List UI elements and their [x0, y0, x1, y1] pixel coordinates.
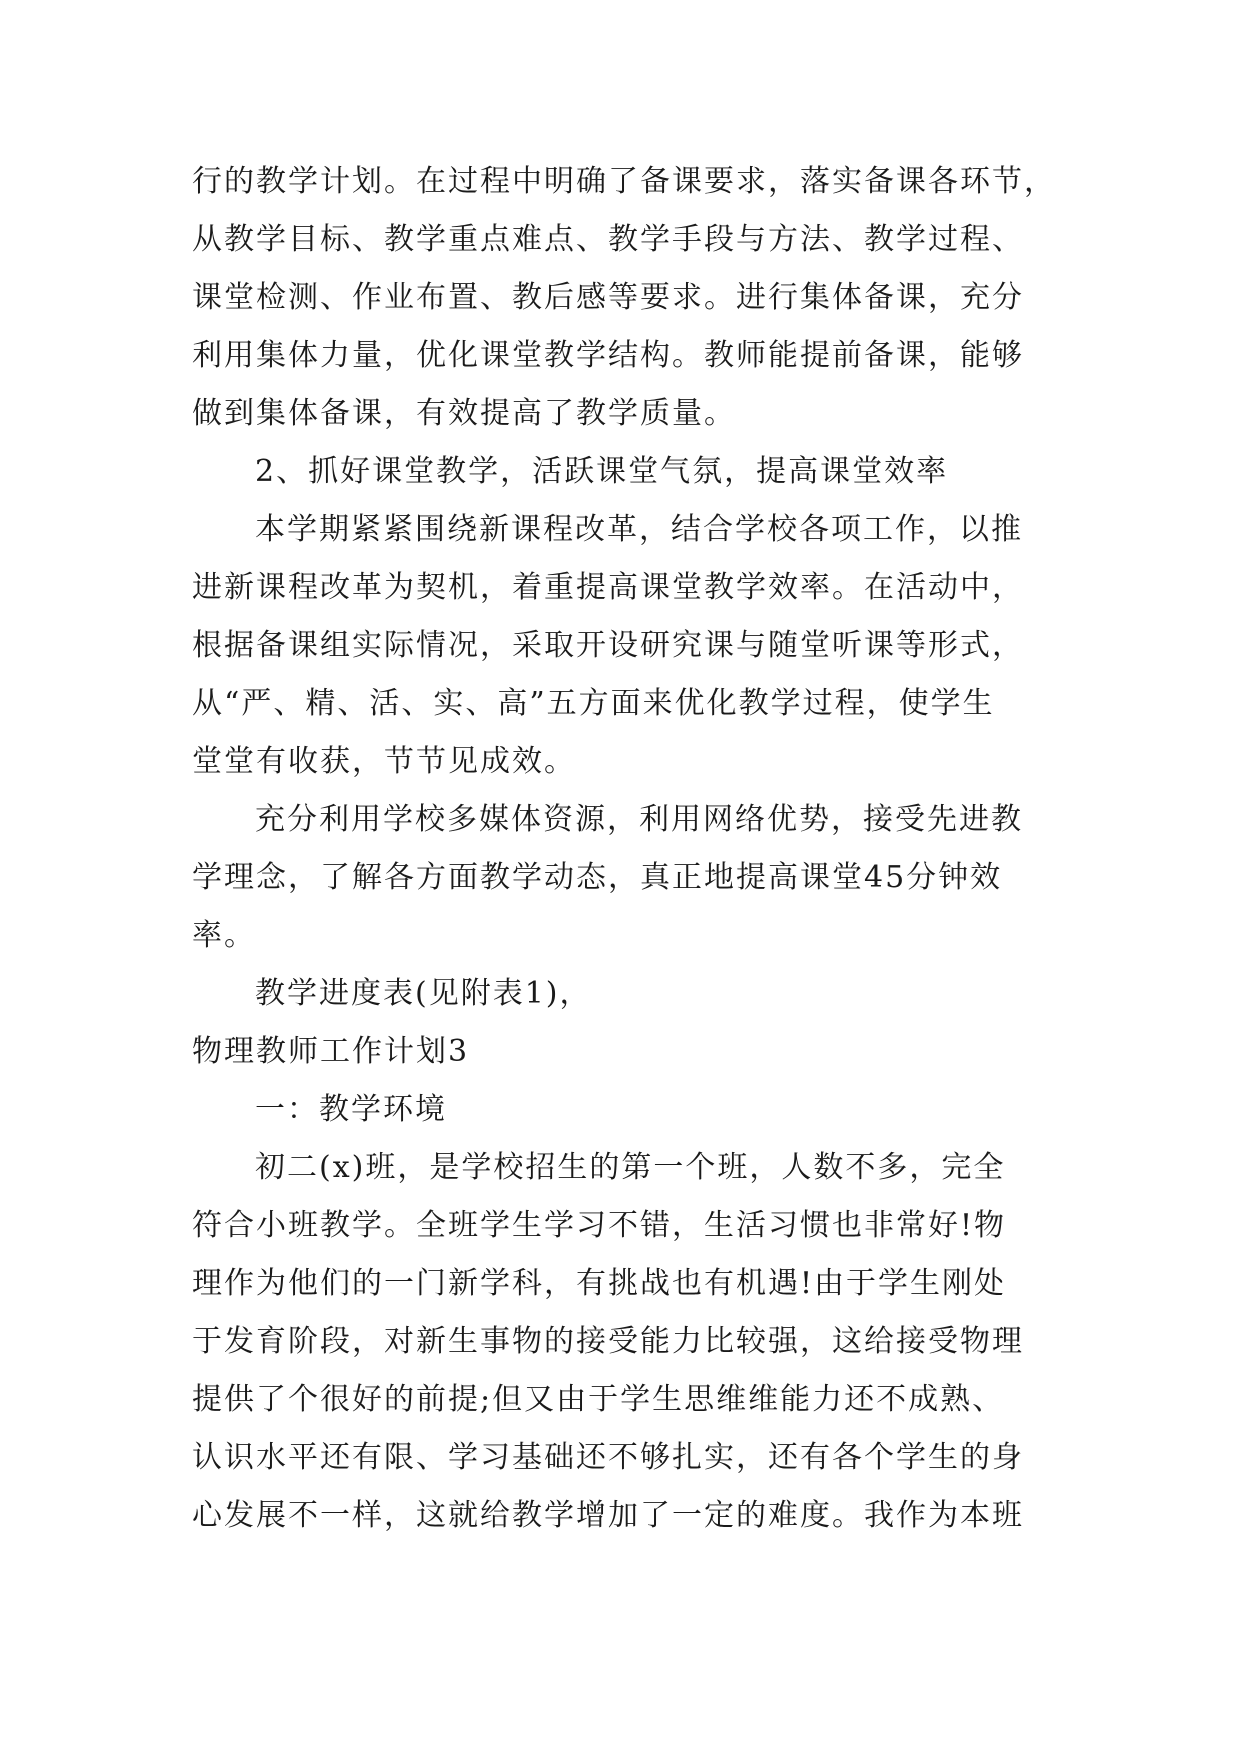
text-line: 于发育阶段，对新生事物的接受能力比较强，这给接受物理	[192, 1324, 1024, 1359]
text-line: 心发展不一样，这就给教学增加了一定的难度。我作为本班	[192, 1498, 1024, 1533]
text-line: 初二(x)班，是学校招生的第一个班，人数不多，完全	[255, 1150, 1006, 1185]
text-line: 行的教学计划。在过程中明确了备课要求，落实备课各环节，	[192, 164, 1056, 199]
text-line: 利用集体力量，优化课堂教学结构。教师能提前备课，能够	[192, 338, 1024, 373]
text-line: 教学进度表(见附表1)，	[255, 976, 592, 1011]
text-line: 学理念，了解各方面教学动态，真正地提高课堂45分钟效	[192, 860, 1003, 895]
text-line: 充分利用学校多媒体资源，利用网络优势，接受先进教	[255, 802, 1023, 837]
text-line: 提供了个很好的前提;但又由于学生思维维能力还不成熟、	[192, 1382, 1005, 1417]
text-line: 理作为他们的一门新学科，有挑战也有机遇!由于学生刚处	[192, 1266, 1007, 1301]
text-line: 本学期紧紧围绕新课程改革，结合学校各项工作，以推	[255, 512, 1023, 547]
text-line: 符合小班教学。全班学生学习不错，生活习惯也非常好!物	[192, 1208, 1007, 1243]
text-line: 从教学目标、教学重点难点、教学手段与方法、教学过程、	[192, 222, 1024, 257]
document-heading: 物理教师工作计划3	[192, 1034, 470, 1069]
section-heading: 一：教学环境	[255, 1092, 447, 1127]
text-line: 根据备课组实际情况，采取开设研究课与随堂听课等形式，	[192, 628, 1024, 663]
text-line: 认识水平还有限、学习基础还不够扎实，还有各个学生的身	[192, 1440, 1024, 1475]
text-line: 率。	[192, 918, 256, 953]
text-line: 从“严、精、活、实、高”五方面来优化教学过程，使学生	[192, 686, 995, 721]
text-line: 课堂检测、作业布置、教后感等要求。进行集体备课，充分	[192, 280, 1024, 315]
text-line: 进新课程改革为契机，着重提高课堂教学效率。在活动中，	[192, 570, 1024, 605]
text-line: 做到集体备课，有效提高了教学质量。	[192, 396, 736, 431]
section-heading: 2、抓好课堂教学，活跃课堂气氛，提高课堂效率	[255, 454, 949, 489]
text-line: 堂堂有收获，节节见成效。	[192, 744, 576, 779]
